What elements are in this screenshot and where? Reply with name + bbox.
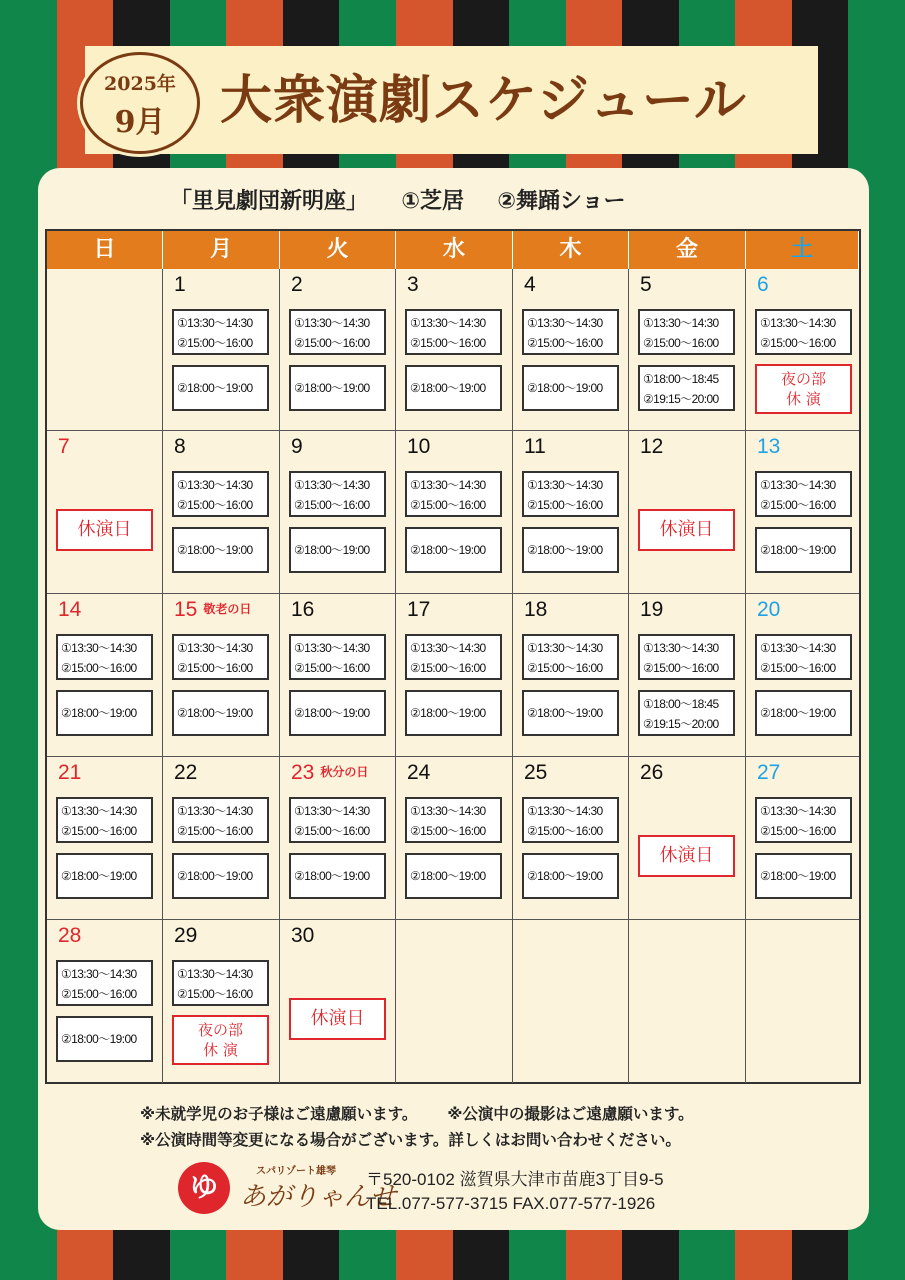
day-number-text: 3 xyxy=(407,273,419,296)
closed-day-box: 休演日 xyxy=(638,509,735,551)
day-number xyxy=(407,273,419,297)
matinee-schedule-box xyxy=(755,471,852,517)
matinee-schedule-box xyxy=(522,797,619,843)
show-time: ②18:00～19:00 xyxy=(177,869,253,883)
evening-schedule-box xyxy=(289,527,386,573)
day-cell xyxy=(746,431,859,594)
day-number xyxy=(174,924,197,948)
show-time: ②15:00～16:00 xyxy=(527,824,603,838)
day-number-text: 28 xyxy=(58,924,82,947)
day-cell xyxy=(396,431,513,594)
evening-schedule-box xyxy=(405,690,502,736)
evening-closed-box xyxy=(172,1015,269,1065)
logo-small-text: スパリゾート雄琴 xyxy=(256,1166,336,1177)
show-time: ②15:00～16:00 xyxy=(177,661,253,675)
matinee-schedule-box xyxy=(172,960,269,1006)
day-number xyxy=(757,598,780,622)
empty-day-cell xyxy=(47,269,163,431)
day-number-text: 23 xyxy=(291,761,315,784)
show-time: ②15:00～16:00 xyxy=(527,336,603,350)
day-cell xyxy=(280,431,396,594)
show-time: ①13:30～14:30 xyxy=(527,478,603,492)
day-number xyxy=(524,761,547,785)
evening-schedule-box xyxy=(172,690,269,736)
matinee-schedule-box xyxy=(56,960,153,1006)
show-time: ②18:00～19:00 xyxy=(410,543,486,557)
show-time: ②19:15～20:00 xyxy=(643,392,719,406)
program-2: ②舞踊ショー xyxy=(497,189,626,214)
show-time: ②15:00～16:00 xyxy=(61,824,137,838)
show-time: ①13:30～14:30 xyxy=(760,478,836,492)
evening-schedule-box xyxy=(522,527,619,573)
show-time: ②18:00～19:00 xyxy=(61,869,137,883)
evening-closed-box xyxy=(755,364,852,414)
day-number xyxy=(291,598,314,622)
show-time: ①13:30～14:30 xyxy=(294,478,370,492)
show-time: ①13:30～14:30 xyxy=(760,316,836,330)
day-number xyxy=(58,435,70,459)
day-number xyxy=(174,435,186,459)
show-time: ①13:30～14:30 xyxy=(61,967,137,981)
show-time: ②18:00～19:00 xyxy=(760,706,836,720)
day-cell xyxy=(47,920,163,1083)
show-time: ①13:30～14:30 xyxy=(643,316,719,330)
matinee-schedule-box xyxy=(755,309,852,355)
evening-schedule-box xyxy=(405,365,502,411)
logo-big-text: あがりゃんせ xyxy=(240,1182,397,1212)
show-time: ②15:00～16:00 xyxy=(61,661,137,675)
show-time: ①13:30～14:30 xyxy=(410,804,486,818)
evening-schedule-box xyxy=(56,1016,153,1062)
day-number-text: 22 xyxy=(174,761,198,784)
day-cell xyxy=(396,594,513,757)
show-time: ②18:00～19:00 xyxy=(410,869,486,883)
day-cell xyxy=(163,757,280,920)
show-time: ①13:30～14:30 xyxy=(527,804,603,818)
day-cell xyxy=(746,269,859,431)
day-number xyxy=(407,435,430,459)
show-time: ②15:00～16:00 xyxy=(527,498,603,512)
evening-schedule-box xyxy=(172,365,269,411)
show-time: ①18:00～18:45 xyxy=(643,372,719,386)
evening-schedule-box xyxy=(522,690,619,736)
evening-schedule-box xyxy=(289,853,386,899)
show-time: ①13:30～14:30 xyxy=(527,641,603,655)
day-cell xyxy=(396,757,513,920)
weekday-header: 日 xyxy=(47,231,163,269)
day-number xyxy=(58,598,81,622)
show-time: ①13:30～14:30 xyxy=(643,641,719,655)
day-number xyxy=(174,761,197,785)
show-time: ②18:00～19:00 xyxy=(760,543,836,557)
matinee-schedule-box xyxy=(522,471,619,517)
day-cell xyxy=(629,757,746,920)
day-cell xyxy=(629,594,746,757)
matinee-schedule-box xyxy=(522,634,619,680)
show-time: ②15:00～16:00 xyxy=(294,498,370,512)
day-number-text: 15 xyxy=(174,598,198,621)
show-time: ①13:30～14:30 xyxy=(61,804,137,818)
day-number xyxy=(640,598,663,622)
show-time: ②15:00～16:00 xyxy=(177,498,253,512)
matinee-schedule-box xyxy=(289,471,386,517)
day-number-text: 6 xyxy=(757,273,769,296)
show-time: ②18:00～19:00 xyxy=(527,869,603,883)
evening-schedule-box xyxy=(405,527,502,573)
day-number xyxy=(640,761,663,785)
show-time: ②15:00～16:00 xyxy=(177,336,253,350)
show-time: ②15:00～16:00 xyxy=(410,824,486,838)
show-time: ②18:00～19:00 xyxy=(410,381,486,395)
matinee-schedule-box xyxy=(522,309,619,355)
badge-month: 9月 xyxy=(114,105,166,140)
show-time: ①13:30～14:30 xyxy=(527,316,603,330)
show-time: ②18:00～19:00 xyxy=(61,1032,137,1046)
badge-year: 2025年 xyxy=(104,73,176,95)
day-number-text: 10 xyxy=(407,435,431,458)
day-cell xyxy=(163,594,280,757)
day-cell xyxy=(396,269,513,431)
weekday-header: 水 xyxy=(396,231,513,269)
empty-day-cell xyxy=(513,920,629,1083)
day-number-text: 2 xyxy=(291,273,303,296)
day-cell xyxy=(513,757,629,920)
day-number-text: 7 xyxy=(58,435,70,458)
evening-schedule-box xyxy=(638,365,735,411)
show-time: ②15:00～16:00 xyxy=(760,336,836,350)
day-number-text: 12 xyxy=(640,435,664,458)
evening-schedule-box xyxy=(56,853,153,899)
show-time: ②18:00～19:00 xyxy=(294,706,370,720)
day-number-text: 17 xyxy=(407,598,431,621)
day-cell xyxy=(280,269,396,431)
day-number xyxy=(407,598,430,622)
show-time: ②18:00～19:00 xyxy=(527,381,603,395)
day-number-text: 20 xyxy=(757,598,781,621)
day-number-text: 27 xyxy=(757,761,781,784)
show-time: ②18:00～19:00 xyxy=(61,706,137,720)
matinee-schedule-box xyxy=(172,634,269,680)
day-number-text: 13 xyxy=(757,435,781,458)
show-time: ②18:00～19:00 xyxy=(294,869,370,883)
evening-schedule-box xyxy=(172,527,269,573)
day-cell xyxy=(280,594,396,757)
matinee-schedule-box xyxy=(638,634,735,680)
matinee-schedule-box xyxy=(56,634,153,680)
day-number xyxy=(757,761,780,785)
day-number xyxy=(524,273,536,297)
matinee-schedule-box xyxy=(172,797,269,843)
evening-closed-label: 休 演 xyxy=(203,1041,238,1059)
day-number xyxy=(524,598,547,622)
show-time: ①13:30～14:30 xyxy=(294,316,370,330)
day-number-text: 18 xyxy=(524,598,548,621)
note-children: ※未就学児のお子様はご遠慮願います。 xyxy=(140,1105,418,1123)
day-cell xyxy=(746,757,859,920)
show-time: ②15:00～16:00 xyxy=(294,661,370,675)
show-time: ①13:30～14:30 xyxy=(294,804,370,818)
show-time: ①13:30～14:30 xyxy=(294,641,370,655)
day-number-text: 25 xyxy=(524,761,548,784)
show-time: ②18:00～19:00 xyxy=(527,706,603,720)
show-time: ①13:30～14:30 xyxy=(177,641,253,655)
day-number xyxy=(757,435,780,459)
matinee-schedule-box xyxy=(755,797,852,843)
note-photography: ※公演中の撮影はご遠慮願います。 xyxy=(447,1105,694,1123)
weekday-header: 月 xyxy=(163,231,280,269)
page-title: 大衆演劇スケジュール xyxy=(220,70,747,131)
evening-schedule-box xyxy=(755,527,852,573)
date-badge xyxy=(80,52,200,154)
closed-day-box: 休演日 xyxy=(638,835,735,877)
day-number-text: 8 xyxy=(174,435,186,458)
day-cell xyxy=(746,594,859,757)
evening-schedule-box xyxy=(638,690,735,736)
evening-schedule-box xyxy=(172,853,269,899)
evening-schedule-box xyxy=(522,365,619,411)
day-cell xyxy=(280,757,396,920)
day-number xyxy=(291,435,303,459)
weekday-header: 火 xyxy=(280,231,396,269)
day-cell xyxy=(629,431,746,594)
evening-schedule-box xyxy=(522,853,619,899)
evening-schedule-box xyxy=(289,365,386,411)
matinee-schedule-box xyxy=(405,797,502,843)
show-time: ①18:00～18:45 xyxy=(643,697,719,711)
day-cell xyxy=(163,920,280,1083)
day-number-text: 16 xyxy=(291,598,315,621)
show-time: ②15:00～16:00 xyxy=(410,498,486,512)
show-time: ②18:00～19:00 xyxy=(760,869,836,883)
holiday-label: 秋分の日 xyxy=(320,765,369,779)
matinee-schedule-box xyxy=(289,797,386,843)
day-number-text: 29 xyxy=(174,924,198,947)
day-number-text: 4 xyxy=(524,273,536,296)
day-number-text: 21 xyxy=(58,761,82,784)
day-number xyxy=(640,273,652,297)
show-time: ②18:00～19:00 xyxy=(177,381,253,395)
day-number-text: 24 xyxy=(407,761,431,784)
show-time: ②15:00～16:00 xyxy=(61,987,137,1001)
day-cell xyxy=(280,920,396,1083)
show-time: ②15:00～16:00 xyxy=(760,661,836,675)
show-time: ①13:30～14:30 xyxy=(177,478,253,492)
day-cell xyxy=(629,269,746,431)
show-time: ②18:00～19:00 xyxy=(527,543,603,557)
show-time: ②15:00～16:00 xyxy=(410,336,486,350)
show-time: ①13:30～14:30 xyxy=(177,967,253,981)
show-time: ①13:30～14:30 xyxy=(410,478,486,492)
day-number xyxy=(58,924,81,948)
show-time: ②18:00～19:00 xyxy=(177,543,253,557)
troupe-name: 「里見劇団新明座」 xyxy=(170,189,369,214)
notes xyxy=(140,1101,694,1153)
show-time: ①13:30～14:30 xyxy=(760,641,836,655)
weekday-header: 金 xyxy=(629,231,746,269)
day-number-text: 5 xyxy=(640,273,652,296)
show-time: ②15:00～16:00 xyxy=(177,987,253,1001)
empty-day-cell xyxy=(629,920,746,1083)
evening-schedule-box xyxy=(289,690,386,736)
day-number xyxy=(407,761,430,785)
day-cell xyxy=(163,269,280,431)
program-1: ①芝居 xyxy=(401,189,464,214)
show-time: ②15:00～16:00 xyxy=(294,336,370,350)
day-number-text: 19 xyxy=(640,598,664,621)
show-time: ①13:30～14:30 xyxy=(410,316,486,330)
day-number xyxy=(291,924,314,948)
matinee-schedule-box xyxy=(405,634,502,680)
matinee-schedule-box xyxy=(56,797,153,843)
day-cell xyxy=(47,757,163,920)
matinee-schedule-box xyxy=(172,309,269,355)
note-schedule-change: ※公演時間等変更になる場合がございます。詳しくはお問い合わせください。 xyxy=(140,1131,681,1149)
day-cell xyxy=(47,431,163,594)
show-time: ②18:00～19:00 xyxy=(294,543,370,557)
contact-info xyxy=(366,1168,664,1216)
day-number xyxy=(757,273,769,297)
show-time: ②18:00～19:00 xyxy=(294,381,370,395)
show-time: ①13:30～14:30 xyxy=(760,804,836,818)
day-number-text: 30 xyxy=(291,924,315,947)
show-time: ②15:00～16:00 xyxy=(760,498,836,512)
evening-schedule-box xyxy=(755,690,852,736)
show-time: ②15:00～16:00 xyxy=(760,824,836,838)
day-number-text: 9 xyxy=(291,435,303,458)
weekday-header: 土 xyxy=(746,231,859,269)
show-time: ①13:30～14:30 xyxy=(177,804,253,818)
show-time: ①13:30～14:30 xyxy=(410,641,486,655)
day-cell xyxy=(513,594,629,757)
evening-schedule-box xyxy=(56,690,153,736)
matinee-schedule-box xyxy=(755,634,852,680)
evening-closed-label: 休 演 xyxy=(786,390,821,408)
show-time: ②19:15～20:00 xyxy=(643,717,719,731)
evening-schedule-box xyxy=(755,853,852,899)
show-time: ②15:00～16:00 xyxy=(294,824,370,838)
day-number xyxy=(291,761,368,785)
day-number-text: 1 xyxy=(174,273,186,296)
matinee-schedule-box xyxy=(172,471,269,517)
evening-closed-label: 夜の部 xyxy=(780,370,826,388)
day-number-text: 11 xyxy=(524,435,546,458)
show-time: ②15:00～16:00 xyxy=(527,661,603,675)
show-time: ②15:00～16:00 xyxy=(410,661,486,675)
day-number xyxy=(174,598,251,622)
day-cell xyxy=(163,431,280,594)
show-time: ①13:30～14:30 xyxy=(177,316,253,330)
show-time: ②15:00～16:00 xyxy=(177,824,253,838)
matinee-schedule-box xyxy=(405,471,502,517)
troupe-subtitle xyxy=(170,184,626,215)
weekday-header: 木 xyxy=(513,231,629,269)
day-number-text: 26 xyxy=(640,761,664,784)
matinee-schedule-box xyxy=(289,634,386,680)
day-number xyxy=(524,435,546,459)
evening-schedule-box xyxy=(405,853,502,899)
logo-icon: ゆ xyxy=(178,1162,230,1214)
closed-day-box: 休演日 xyxy=(56,509,153,551)
show-time: ②18:00～19:00 xyxy=(410,706,486,720)
day-number xyxy=(174,273,186,297)
matinee-schedule-box xyxy=(405,309,502,355)
address: 〒520-0102 滋賀県大津市苗鹿3丁目9-5 xyxy=(366,1170,664,1189)
show-time: ②15:00～16:00 xyxy=(643,336,719,350)
day-cell xyxy=(47,594,163,757)
show-time: ②18:00～19:00 xyxy=(177,706,253,720)
empty-day-cell xyxy=(746,920,859,1083)
matinee-schedule-box xyxy=(638,309,735,355)
show-time: ②15:00～16:00 xyxy=(643,661,719,675)
evening-closed-label: 夜の部 xyxy=(197,1021,243,1039)
day-cell xyxy=(513,269,629,431)
show-time: ①13:30～14:30 xyxy=(61,641,137,655)
holiday-label: 敬老の日 xyxy=(203,602,252,616)
day-number-text: 14 xyxy=(58,598,82,621)
empty-day-cell xyxy=(396,920,513,1083)
day-number xyxy=(640,435,663,459)
day-number xyxy=(58,761,81,785)
tel-fax: TEL.077-577-3715 FAX.077-577-1926 xyxy=(366,1194,656,1213)
day-cell xyxy=(513,431,629,594)
matinee-schedule-box xyxy=(289,309,386,355)
calendar-grid xyxy=(45,229,861,1084)
closed-day-box: 休演日 xyxy=(289,998,386,1040)
day-number xyxy=(291,273,303,297)
